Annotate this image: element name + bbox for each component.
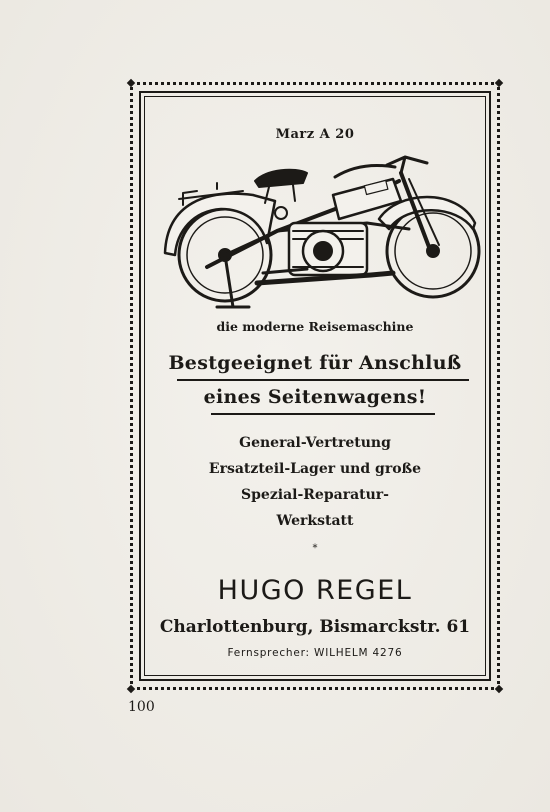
service-line: Ersatzteil-Lager und große (208, 461, 422, 477)
headline-underline-2 (211, 413, 435, 415)
advertisement-content (144, 96, 486, 676)
service-line: Werkstatt (276, 513, 354, 529)
headline-line-2: eines Seitenwagens! (203, 386, 427, 408)
motorcycle-illustration (157, 143, 489, 319)
company-address: Charlottenburg, Bismarckstr. 61 (159, 617, 471, 637)
star-ornament-icon: * (312, 543, 318, 554)
service-line: Spezial-Reparatur- (241, 487, 389, 503)
page-number: 100 (128, 699, 155, 715)
tagline: die moderne Reisemaschine (216, 319, 414, 334)
headline-underline-1 (177, 379, 469, 381)
company-name: HUGO REGEL (217, 575, 413, 606)
headline-line-1: Bestgeeignet für Anschluß (168, 352, 462, 374)
service-line: General-Vertretung (239, 435, 391, 451)
model-title: Marz A 20 (275, 127, 355, 142)
phone-number: Fernsprecher: WILHELM 4276 (227, 647, 403, 659)
advertisement-inner-border (139, 91, 491, 681)
advertisement-frame (130, 82, 500, 690)
